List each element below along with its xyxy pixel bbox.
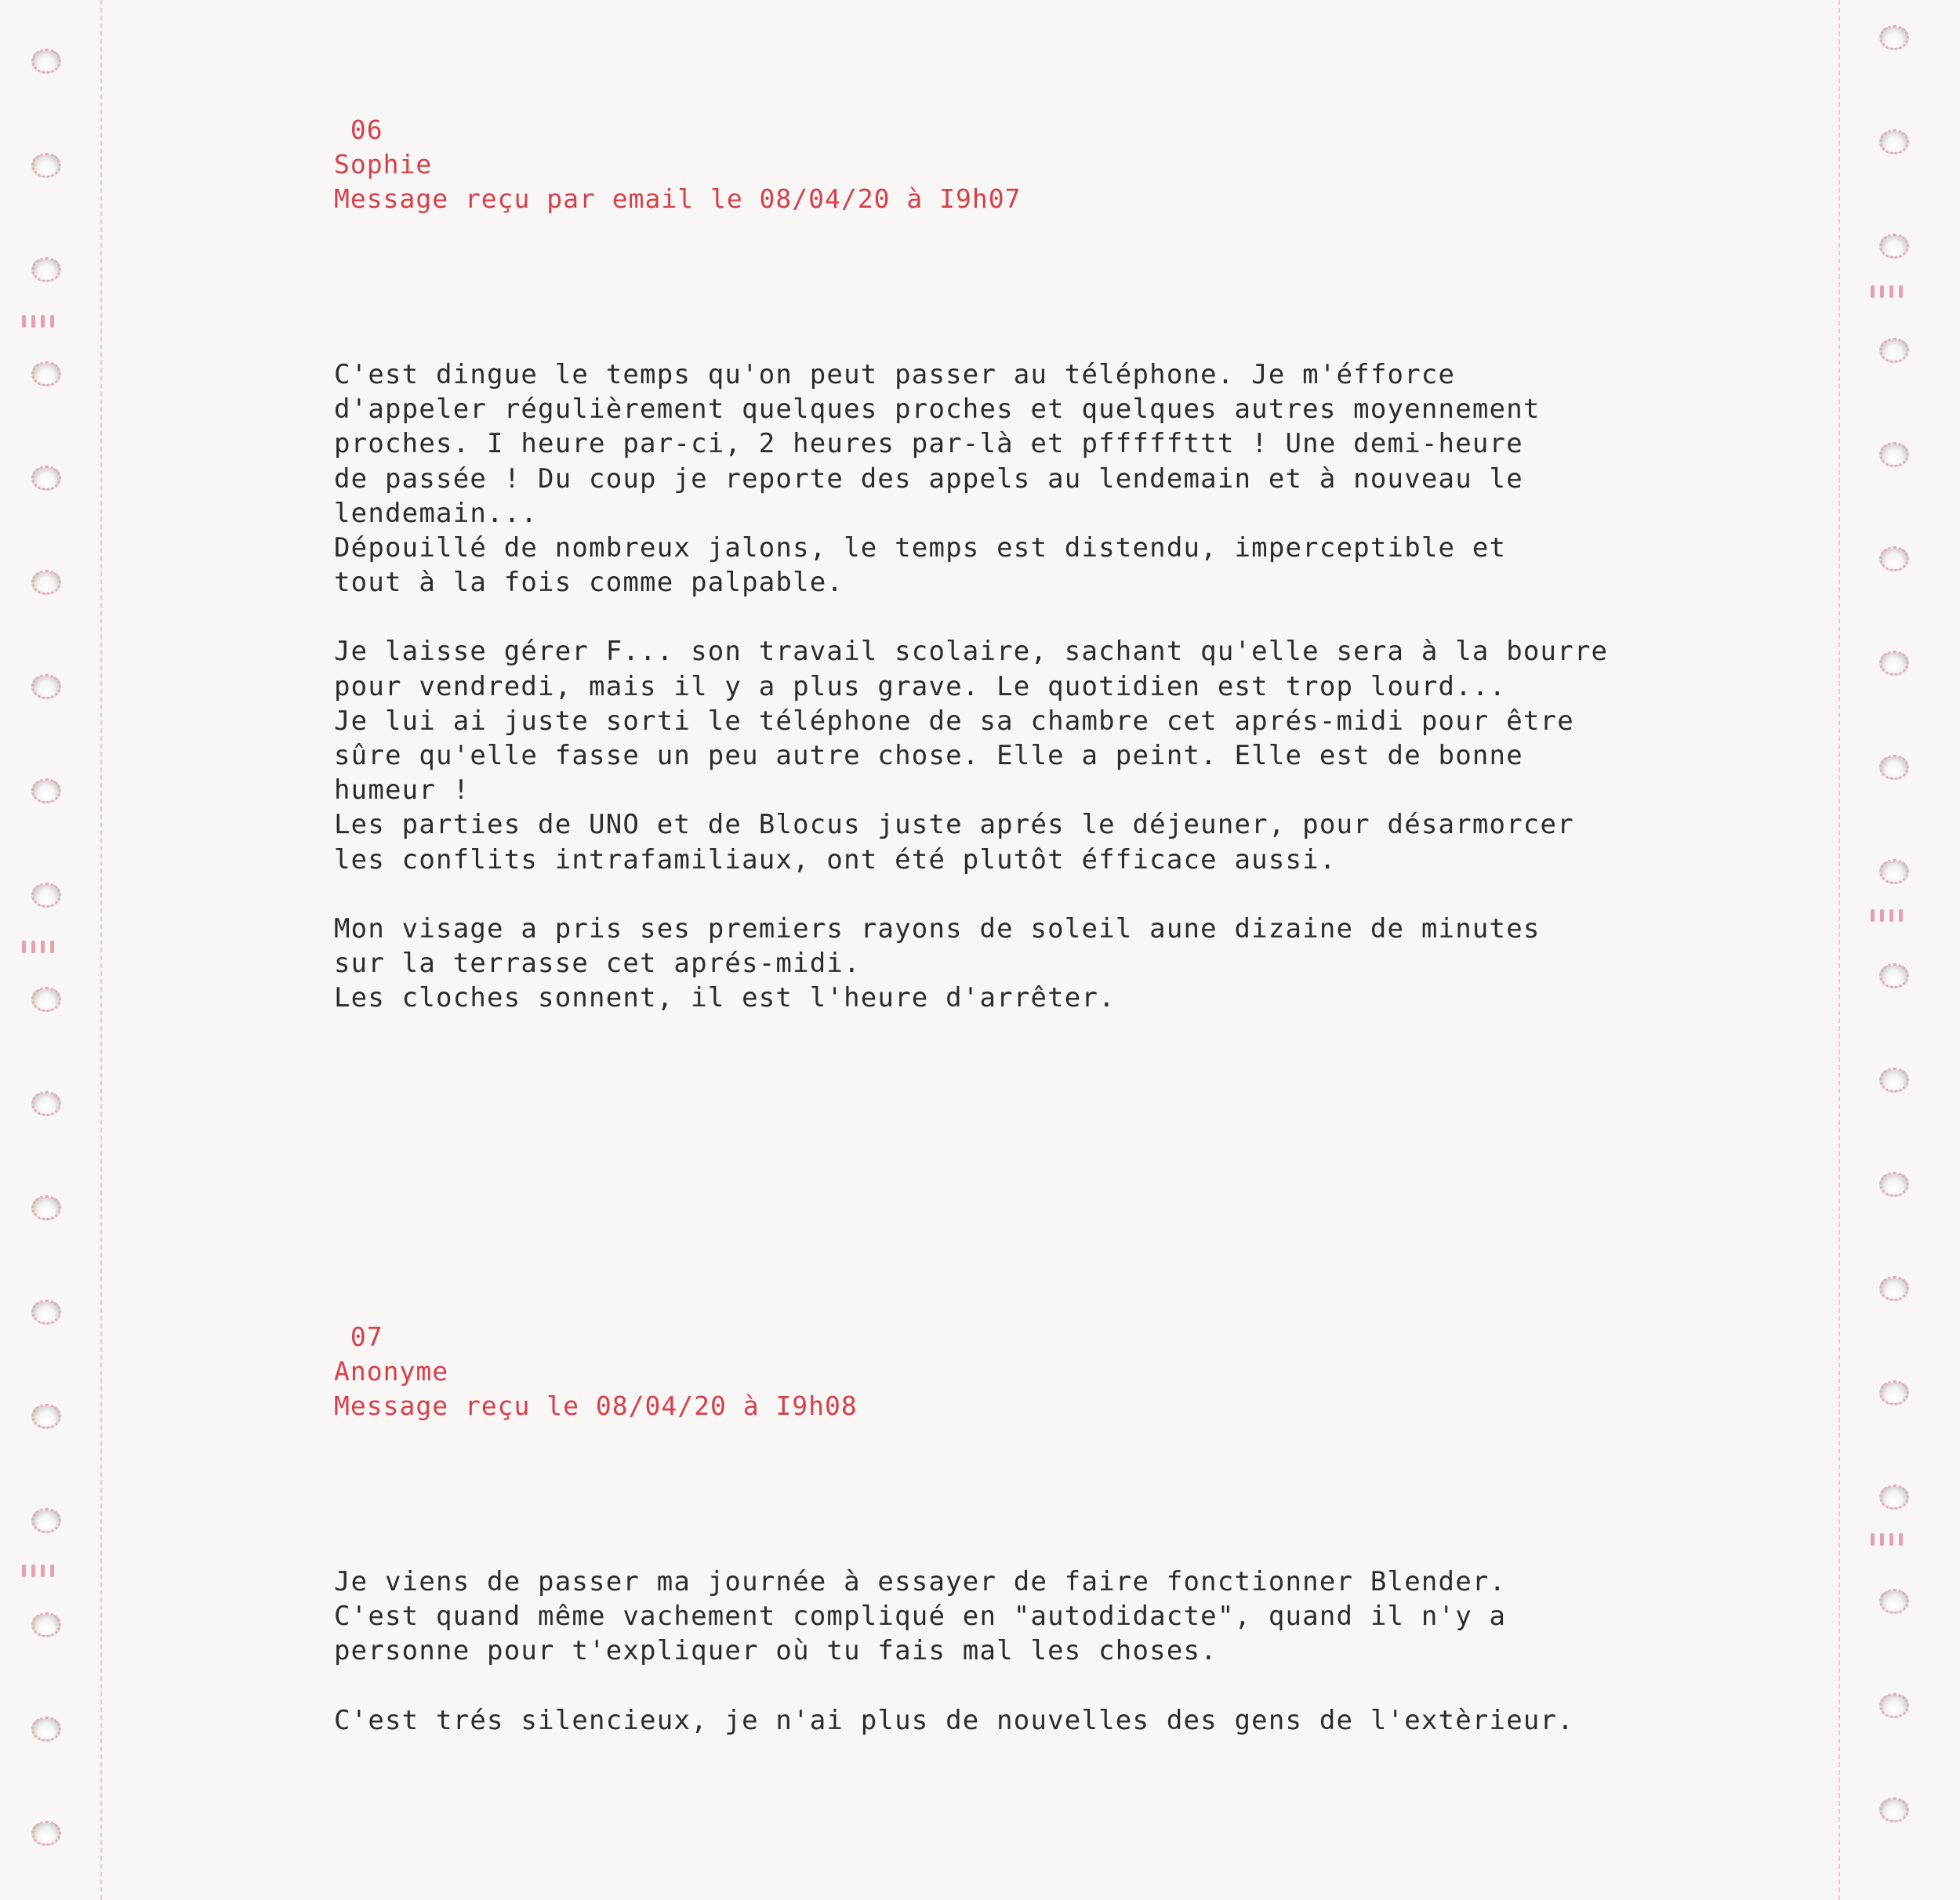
text-line: Je laisse gérer F... son travail scolaire, sachant qu'elle sera à la bourre	[334, 636, 1609, 668]
perforation-ticks	[1871, 1533, 1903, 1546]
tractor-hole	[31, 1300, 61, 1325]
text-line: Mon visage a pris ses premiers rayons de soleil aune dizaine de minutes	[334, 912, 1541, 945]
tractor-hole	[1879, 1380, 1909, 1405]
tractor-hole	[31, 466, 61, 491]
text-line: de passée ! Du coup je reporte des appels au lendemain et à nouveau le	[334, 462, 1523, 495]
entry-07-body	[334, 1565, 1574, 1738]
text-line: C'est trés silencieux, je n'ai plus de nouvelles des gens de l'extèrieur.	[334, 1704, 1574, 1736]
text-line: les conflits intrafamiliaux, ont été plutôt éfficace aussi.	[334, 843, 1337, 876]
text-line: tout à la fois comme palpable.	[334, 567, 844, 599]
text-line: Je viens de passer ma journée à essayer de faire fonctionner Blender.	[334, 1566, 1507, 1597]
tractor-hole	[31, 153, 61, 178]
tractor-hole	[31, 1195, 61, 1220]
entry-number-text: 06	[334, 114, 400, 145]
tractor-hole	[1879, 234, 1909, 259]
text-line: d'appeler régulièrement quelques proches et quelques autres moyennement	[334, 393, 1541, 426]
text-line: Je lui ai juste sorti le téléphone de sa chambre cet aprés-midi pour être	[334, 705, 1574, 737]
perforation-ticks	[1871, 909, 1903, 922]
tractor-hole	[31, 1612, 61, 1637]
tractor-hole	[1879, 338, 1909, 363]
tractor-hole	[1879, 546, 1909, 571]
tractor-hole	[31, 1821, 61, 1846]
entry-number-text: 07	[334, 1322, 400, 1352]
text-line: humeur !	[334, 774, 470, 807]
entry-meta: Message reçu le 08/04/20 à I9h08	[334, 1391, 858, 1421]
tractor-hole	[31, 987, 61, 1012]
tractor-hole	[1879, 1276, 1909, 1301]
left-perforation-line	[100, 0, 102, 1900]
tractor-hole	[1879, 442, 1909, 467]
tractor-hole	[1879, 963, 1909, 988]
tractor-hole	[31, 1404, 61, 1429]
text-line: C'est dingue le temps qu'on peut passer au téléphone. Je m'éfforce	[334, 359, 1456, 390]
right-perforation-line	[1838, 0, 1840, 1900]
tractor-hole	[1879, 1068, 1909, 1093]
text-line: Les cloches sonnent, il est l'heure d'arrêter.	[334, 982, 1116, 1014]
tractor-hole	[1879, 1693, 1909, 1718]
entry-07-header	[334, 1320, 858, 1423]
text-line: proches. I heure par-ci, 2 heures par-là et pfffffttt ! Une demi-heure	[334, 428, 1523, 460]
tractor-hole	[1879, 1172, 1909, 1197]
entry-06-body	[334, 357, 1608, 1015]
tractor-hole	[31, 778, 61, 803]
tractor-hole	[31, 883, 61, 908]
perforation-ticks	[22, 1565, 54, 1577]
text-line: sûre qu'elle fasse un peu autre chose. Elle a peint. Elle est de bonne	[334, 740, 1523, 772]
tractor-hole	[31, 1091, 61, 1116]
text-line: C'est quand même vachement compliqué en "autodidacte", quand il n'y a	[334, 1601, 1507, 1633]
text-line: personne pour t'expliquer où tu fais mal les choses.	[334, 1635, 1218, 1667]
text-line: sur la terrasse cet aprés-midi.	[334, 948, 861, 980]
entry-06-header	[334, 113, 1021, 216]
entry-author: Sophie	[334, 149, 433, 179]
tractor-hole	[1879, 859, 1909, 884]
tractor-hole	[31, 257, 61, 282]
tractor-hole	[1879, 755, 1909, 780]
tractor-hole	[1879, 651, 1909, 676]
tractor-hole	[31, 361, 61, 386]
perforation-ticks	[22, 941, 54, 953]
perforation-ticks	[1871, 285, 1903, 298]
tractor-hole	[1879, 1589, 1909, 1614]
text-line: Les parties de UNO et de Blocus juste aprés le déjeuner, pour désarmorcer	[334, 809, 1574, 841]
perforation-ticks	[22, 315, 54, 328]
tractor-hole	[31, 49, 61, 74]
entry-number	[334, 113, 1021, 147]
entry-number	[334, 1320, 858, 1354]
tractor-hole	[31, 674, 61, 699]
tractor-hole	[1879, 1485, 1909, 1510]
tractor-hole	[1879, 1797, 1909, 1822]
text-line: pour vendredi, mais il y a plus grave. Le quotidien est trop lourd...	[334, 670, 1507, 702]
tractor-hole	[31, 570, 61, 595]
tractor-hole	[31, 1717, 61, 1742]
text-line: lendemain...	[334, 497, 539, 529]
tractor-hole	[31, 1508, 61, 1533]
tractor-hole	[1879, 25, 1909, 50]
entry-author: Anonyme	[334, 1356, 449, 1387]
tractor-hole	[1879, 129, 1909, 154]
text-line: Dépouillé de nombreux jalons, le temps est distendu, imperceptible et	[334, 532, 1507, 564]
entry-meta: Message reçu par email le 08/04/20 à I9h07	[334, 183, 1022, 214]
